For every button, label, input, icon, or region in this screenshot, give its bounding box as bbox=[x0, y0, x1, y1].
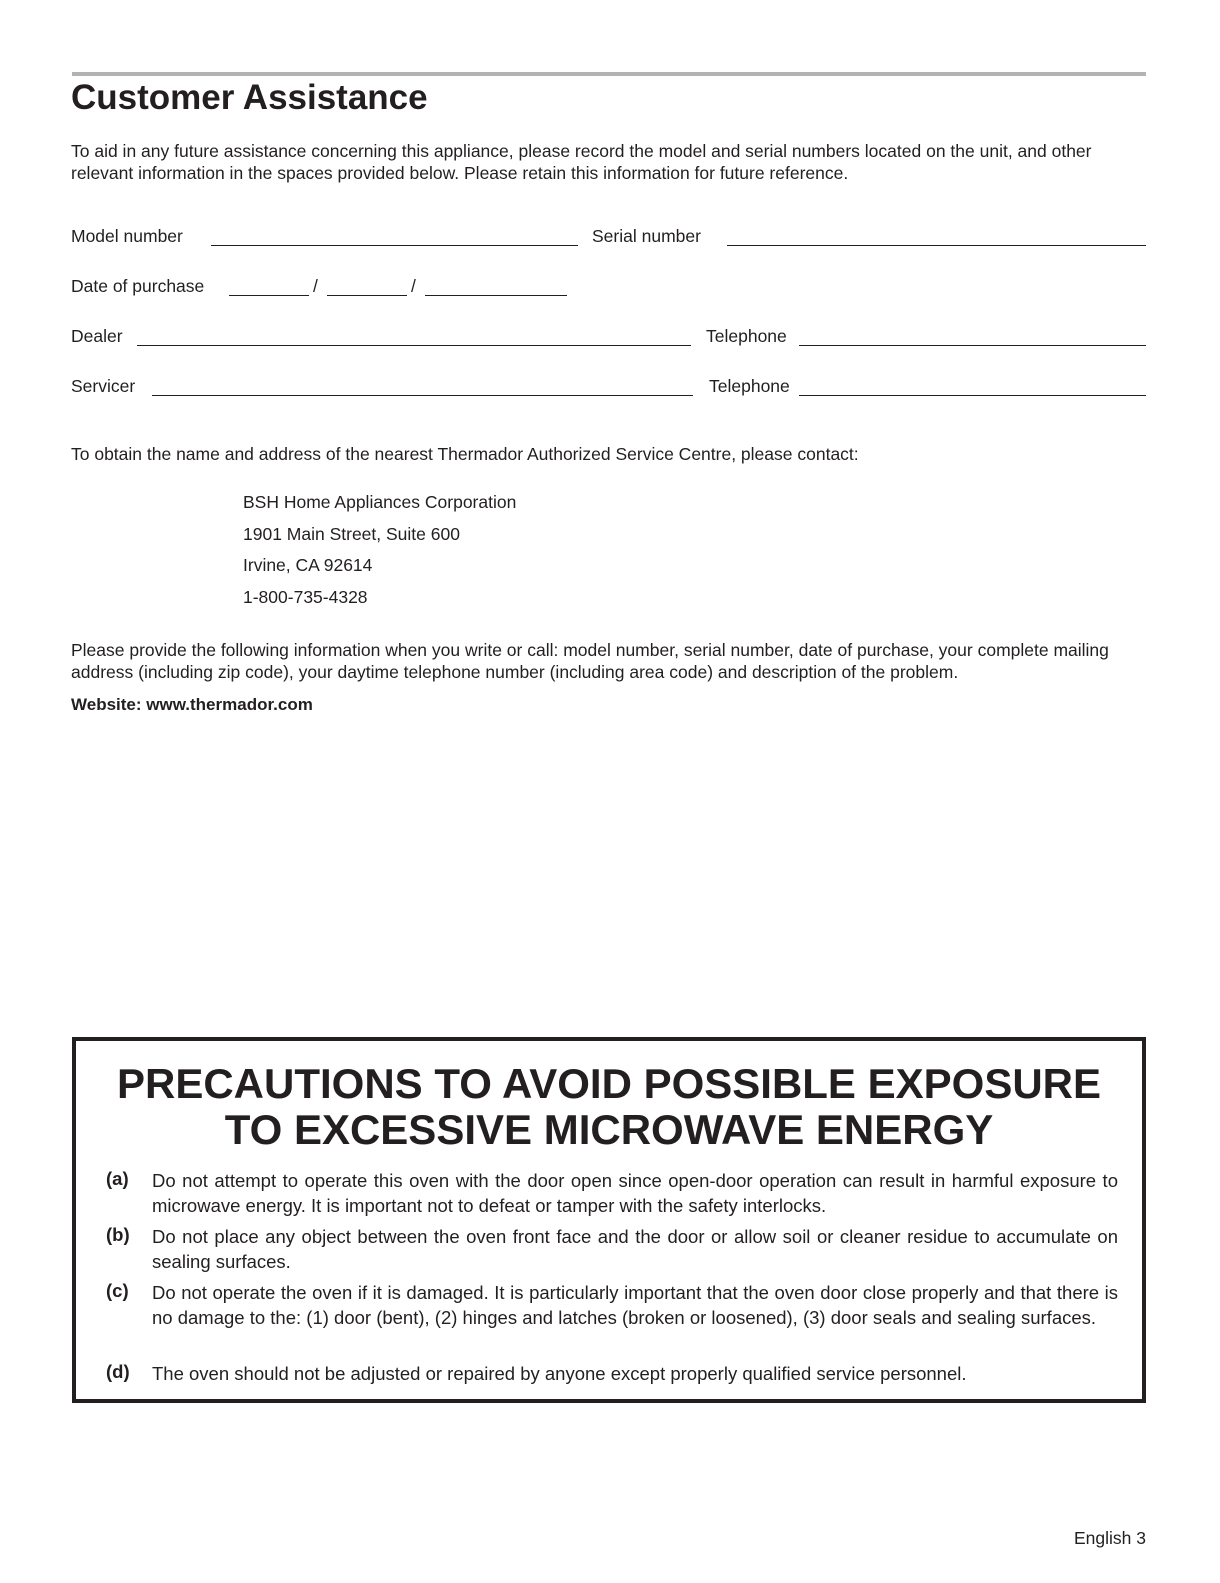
servicer-telephone-field[interactable] bbox=[799, 379, 1146, 396]
precaution-text: The oven should not be adjusted or repaired by anyone except properly qualified service personnel. bbox=[152, 1363, 967, 1384]
page-footer: English 3 bbox=[1074, 1528, 1146, 1548]
servicer-label: Servicer bbox=[71, 376, 136, 396]
serial-number-label: Serial number bbox=[592, 226, 701, 246]
precautions-title bbox=[76, 1061, 1142, 1153]
date-separator: / bbox=[411, 276, 416, 296]
precaution-label: (d) bbox=[106, 1361, 130, 1382]
precaution-text: Do not attempt to operate this oven with the door open since open-door operation can result in harmful exposure to microwave energy. It is important not to defeat or tamper with the safety interlocks. bbox=[152, 1170, 1118, 1216]
dealer-telephone-field[interactable] bbox=[799, 329, 1146, 346]
precaution-label: (c) bbox=[106, 1280, 129, 1301]
servicer-telephone-label: Telephone bbox=[709, 376, 790, 396]
precautions-title-line1: PRECAUTIONS TO AVOID POSSIBLE EXPOSURE bbox=[116, 1060, 1102, 1107]
precaution-item bbox=[106, 1168, 1118, 1218]
purchase-day-field[interactable] bbox=[327, 279, 407, 296]
address-street: 1901 Main Street, Suite 600 bbox=[243, 524, 460, 544]
contact-intro: To obtain the name and address of the nearest Thermador Authorized Service Centre, please contact: bbox=[71, 444, 859, 464]
address-city: Irvine, CA 92614 bbox=[243, 555, 373, 575]
top-rule bbox=[72, 72, 1146, 76]
provide-info-paragraph: Please provide the following information when you write or call: model number, serial number, date of purchase, your complete mailing address (including zip code), your daytime telephone number (including area code) and description of the problem. bbox=[71, 640, 1109, 682]
model-number-field[interactable] bbox=[211, 229, 578, 246]
precautions-title-line2: TO EXCESSIVE MICROWAVE ENERGY bbox=[224, 1106, 994, 1153]
page-title: Customer Assistance bbox=[71, 78, 428, 117]
dealer-telephone-label: Telephone bbox=[706, 326, 787, 346]
precaution-text: Do not place any object between the oven front face and the door or allow soil or cleaner residue to accumulate on sealing surfaces. bbox=[152, 1226, 1118, 1272]
precaution-text: Do not operate the oven if it is damaged. It is particularly important that the oven door close properly and that there is no damage to the: (1) door (bent), (2) hinges and latches (broken or loosened), (3) door seals and sealing surfaces. bbox=[152, 1282, 1118, 1328]
precaution-item bbox=[106, 1224, 1118, 1274]
purchase-month-field[interactable] bbox=[229, 279, 309, 296]
servicer-field[interactable] bbox=[152, 379, 693, 396]
website: Website: www.thermador.com bbox=[71, 695, 313, 714]
dealer-field[interactable] bbox=[137, 329, 691, 346]
precaution-item bbox=[106, 1361, 1118, 1386]
date-of-purchase-label: Date of purchase bbox=[71, 276, 205, 296]
purchase-year-field[interactable] bbox=[425, 279, 567, 296]
precautions-box bbox=[72, 1037, 1146, 1403]
date-separator: / bbox=[313, 276, 318, 296]
dealer-label: Dealer bbox=[71, 326, 123, 346]
intro-paragraph: To aid in any future assistance concerning this appliance, please record the model and serial numbers located on the unit, and other relevant information in the spaces provided below. Please retain this information for future reference. bbox=[71, 141, 1092, 183]
address-company: BSH Home Appliances Corporation bbox=[243, 492, 517, 512]
precaution-label: (b) bbox=[106, 1224, 130, 1245]
serial-number-field[interactable] bbox=[727, 229, 1146, 246]
precaution-item bbox=[106, 1280, 1118, 1330]
address-phone: 1-800-735-4328 bbox=[243, 587, 368, 607]
precaution-label: (a) bbox=[106, 1168, 129, 1189]
model-number-label: Model number bbox=[71, 226, 183, 246]
